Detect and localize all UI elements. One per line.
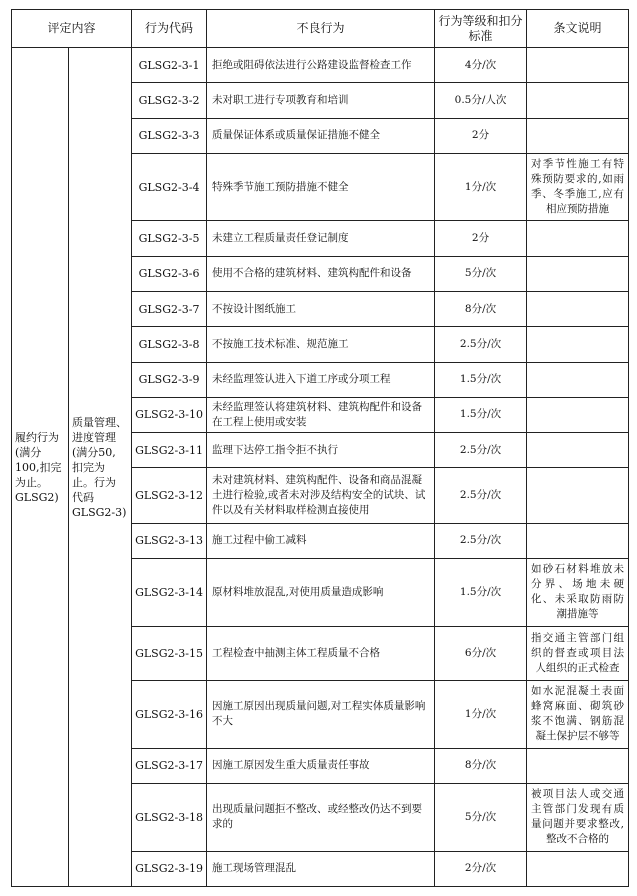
row-behavior: 特殊季节施工预防措施不健全 bbox=[207, 153, 435, 221]
category-level1-line: GLSG2) bbox=[15, 490, 59, 504]
category-level1-line: 100,扣完 bbox=[15, 460, 62, 474]
header-code: 行为代码 bbox=[132, 10, 207, 48]
row-code: GLSG2-3-13 bbox=[132, 523, 207, 558]
row-note bbox=[527, 327, 629, 362]
row-score: 5分/次 bbox=[435, 783, 527, 851]
row-score: 5分/次 bbox=[435, 256, 527, 291]
row-code: GLSG2-3-12 bbox=[132, 468, 207, 523]
category-level2-line: 止。行为 bbox=[72, 475, 116, 489]
row-behavior: 出现质量问题拒不整改、或经整改仍达不到要求的 bbox=[207, 783, 435, 851]
row-note bbox=[527, 256, 629, 291]
row-note bbox=[527, 118, 629, 153]
header-score-line1: 行为等级和扣分 bbox=[438, 13, 523, 28]
row-behavior: 不按施工技术标准、规范施工 bbox=[207, 327, 435, 362]
row-behavior: 未建立工程质量责任登记制度 bbox=[207, 221, 435, 256]
row-behavior: 施工过程中偷工减料 bbox=[207, 523, 435, 558]
row-behavior: 因施工原因发生重大质量责任事故 bbox=[207, 748, 435, 783]
row-score: 1.5分/次 bbox=[435, 559, 527, 627]
row-behavior: 因施工原因出现质量问题,对工程实体质量影响不大 bbox=[207, 681, 435, 749]
row-code: GLSG2-3-2 bbox=[132, 83, 207, 118]
category-level2-line: 代码 bbox=[72, 490, 94, 504]
row-code: GLSG2-3-18 bbox=[132, 783, 207, 851]
row-behavior: 工程检查中抽测主体工程质量不合格 bbox=[207, 626, 435, 680]
row-note: 指交通主管部门组织的督查或项目法人组织的正式检查 bbox=[527, 626, 629, 680]
row-code: GLSG2-3-11 bbox=[132, 433, 207, 468]
row-code: GLSG2-3-17 bbox=[132, 748, 207, 783]
row-behavior: 未经监理签认将建筑材料、建筑构配件和设备在工程上使用或安装 bbox=[207, 397, 435, 432]
row-behavior: 未对建筑材料、建筑构配件、设备和商品混凝土进行检验,或者未对涉及结构安全的试块、试件以及有关材料取样检测直接使用 bbox=[207, 468, 435, 523]
row-code: GLSG2-3-14 bbox=[132, 559, 207, 627]
row-note bbox=[527, 851, 629, 886]
header-score-line2: 标准 bbox=[468, 28, 493, 43]
row-code: GLSG2-3-15 bbox=[132, 626, 207, 680]
row-score: 1分/次 bbox=[435, 681, 527, 749]
row-code: GLSG2-3-3 bbox=[132, 118, 207, 153]
category-level2 bbox=[69, 48, 132, 887]
header-note: 条文说明 bbox=[527, 10, 629, 48]
category-level2-line: 进度管理 bbox=[72, 430, 116, 444]
row-code: GLSG2-3-6 bbox=[132, 256, 207, 291]
row-code: GLSG2-3-4 bbox=[132, 153, 207, 221]
row-score: 2.5分/次 bbox=[435, 433, 527, 468]
row-note bbox=[527, 362, 629, 397]
row-code: GLSG2-3-16 bbox=[132, 681, 207, 749]
row-note bbox=[527, 433, 629, 468]
category-level2-line: 质量管理、 bbox=[72, 415, 127, 429]
row-behavior: 使用不合格的建筑材料、建筑构配件和设备 bbox=[207, 256, 435, 291]
category-level2-line: GLSG2-3) bbox=[72, 505, 127, 519]
header-behavior: 不良行为 bbox=[207, 10, 435, 48]
row-note bbox=[527, 748, 629, 783]
row-note: 如砂石材料堆放未分界、场地未硬化、未采取防雨防潮措施等 bbox=[527, 559, 629, 627]
category-level2-line: 扣完为 bbox=[72, 460, 105, 474]
category-level1-line: 为止。 bbox=[15, 475, 48, 489]
row-score: 2.5分/次 bbox=[435, 468, 527, 523]
row-note bbox=[527, 523, 629, 558]
row-code: GLSG2-3-10 bbox=[132, 397, 207, 432]
row-code: GLSG2-3-9 bbox=[132, 362, 207, 397]
row-note bbox=[527, 48, 629, 83]
row-note bbox=[527, 397, 629, 432]
row-behavior: 未经监理签认进入下道工序或分项工程 bbox=[207, 362, 435, 397]
row-score: 1.5分/次 bbox=[435, 362, 527, 397]
standards-table bbox=[11, 9, 629, 887]
row-note: 对季节性施工有特殊预防要求的,如雨季、冬季施工,应有相应预防措施 bbox=[527, 153, 629, 221]
category-level1-line: (满分 bbox=[15, 445, 42, 459]
table-row bbox=[12, 48, 629, 83]
row-score: 2分 bbox=[435, 118, 527, 153]
row-note: 如水泥混凝土表面蜂窝麻面、砌筑砂浆不饱满、钢筋混凝土保护层不够等 bbox=[527, 681, 629, 749]
row-note bbox=[527, 83, 629, 118]
row-code: GLSG2-3-5 bbox=[132, 221, 207, 256]
row-behavior: 原材料堆放混乱,对使用质量造成影响 bbox=[207, 559, 435, 627]
row-note bbox=[527, 291, 629, 326]
row-behavior: 拒绝或阻碍依法进行公路建设监督检查工作 bbox=[207, 48, 435, 83]
category-level1 bbox=[12, 48, 69, 887]
header-score bbox=[435, 10, 527, 48]
row-score: 2分/次 bbox=[435, 851, 527, 886]
row-code: GLSG2-3-7 bbox=[132, 291, 207, 326]
row-score: 0.5分/人次 bbox=[435, 83, 527, 118]
row-score: 8分/次 bbox=[435, 748, 527, 783]
row-score: 2.5分/次 bbox=[435, 327, 527, 362]
row-score: 6分/次 bbox=[435, 626, 527, 680]
row-score: 2.5分/次 bbox=[435, 523, 527, 558]
header-row bbox=[12, 10, 629, 48]
category-level2-line: (满分50, bbox=[72, 445, 116, 459]
row-note bbox=[527, 221, 629, 256]
row-behavior: 未对职工进行专项教育和培训 bbox=[207, 83, 435, 118]
row-behavior: 监理下达停工指令拒不执行 bbox=[207, 433, 435, 468]
row-score: 1分/次 bbox=[435, 153, 527, 221]
row-score: 2分 bbox=[435, 221, 527, 256]
row-code: GLSG2-3-8 bbox=[132, 327, 207, 362]
row-behavior: 质量保证体系或质量保证措施不健全 bbox=[207, 118, 435, 153]
row-note bbox=[527, 468, 629, 523]
row-behavior: 施工现场管理混乱 bbox=[207, 851, 435, 886]
row-score: 8分/次 bbox=[435, 291, 527, 326]
row-score: 1.5分/次 bbox=[435, 397, 527, 432]
row-code: GLSG2-3-1 bbox=[132, 48, 207, 83]
row-score: 4分/次 bbox=[435, 48, 527, 83]
category-level1-line: 履约行为 bbox=[15, 430, 59, 444]
row-behavior: 不按设计图纸施工 bbox=[207, 291, 435, 326]
header-category: 评定内容 bbox=[12, 10, 132, 48]
row-note: 被项目法人或交通主管部门发现有质量问题并要求整改,整改不合格的 bbox=[527, 783, 629, 851]
row-code: GLSG2-3-19 bbox=[132, 851, 207, 886]
